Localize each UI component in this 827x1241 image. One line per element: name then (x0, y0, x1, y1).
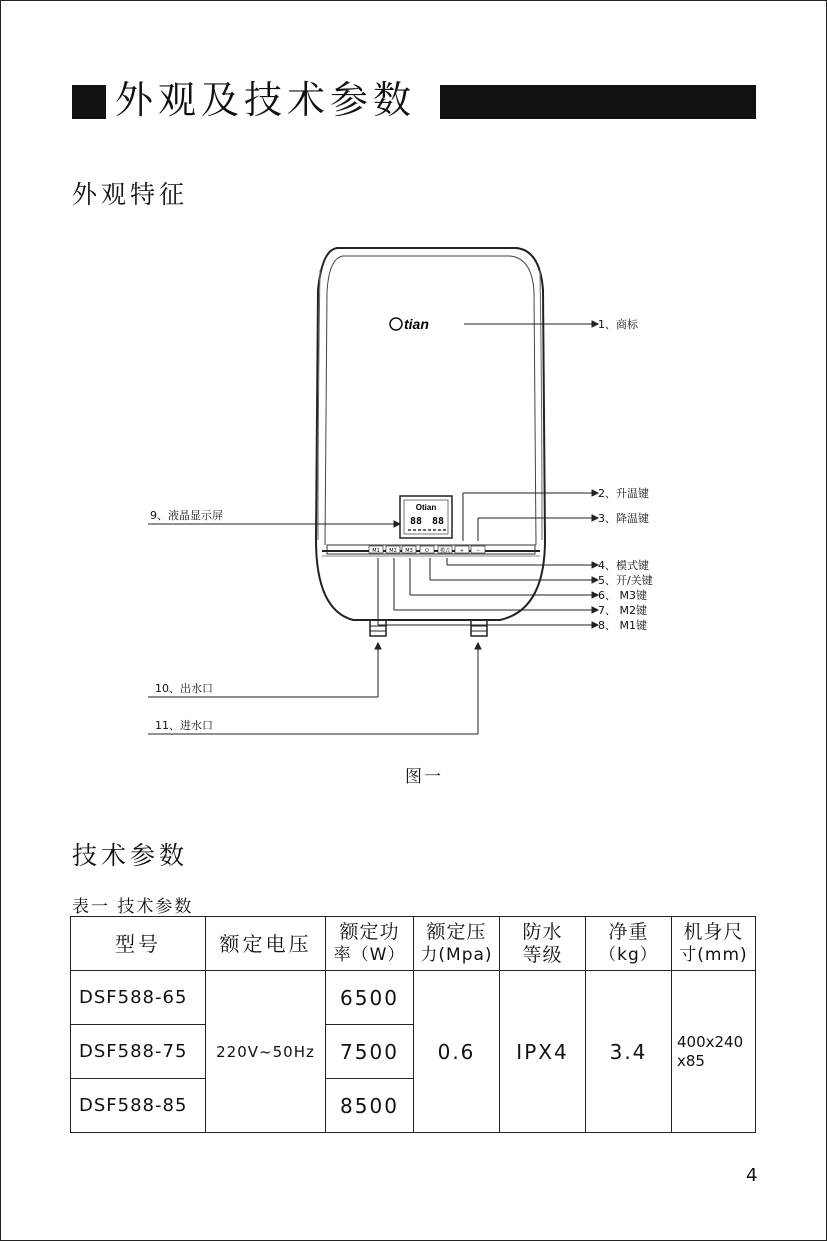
page-title: 外观及技术参数 (115, 78, 417, 122)
section-title-specs: 技术参数 (72, 841, 189, 870)
model-cell: DSF588-75 (71, 1025, 206, 1079)
device-button-label: M1 (372, 548, 380, 554)
label-power-key: 5、开/关键 (598, 574, 653, 587)
label-m1-key: 8、 M1键 (598, 619, 647, 632)
header-pressure: 额定压 力(Mpa) (414, 917, 500, 971)
label-water-inlet: 11、进水口 (155, 719, 213, 732)
device-button-label: + (459, 548, 465, 554)
power-cell: 7500 (326, 1025, 414, 1079)
device-button-label: ⏻ (425, 548, 429, 554)
table-header-row (71, 917, 756, 971)
inlet-fitting (471, 620, 487, 636)
label-water-outlet: 10、出水口 (155, 682, 213, 695)
label-brand: 1、商标 (598, 318, 638, 331)
device-button-label: M2 (389, 548, 397, 554)
header-model: 型号 (71, 917, 206, 971)
svg-text:88: 88 (409, 516, 423, 527)
svg-text:Otian: Otian (415, 503, 437, 512)
waterproof-cell: IPX4 (500, 971, 586, 1133)
device-button-label: − (475, 548, 481, 554)
header-size: 机身尺 寸(mm) (672, 917, 756, 971)
header-voltage: 额定电压 (206, 917, 326, 971)
brand-logo: tian (404, 316, 429, 332)
figure-caption: 图一 (405, 767, 443, 787)
model-cell: DSF588-85 (71, 1079, 206, 1133)
section-title-appearance: 外观特征 (72, 180, 189, 209)
header-weight: 净重 （kg） (586, 917, 672, 971)
svg-text:88: 88 (431, 516, 445, 527)
label-temp-up-key: 2、升温键 (598, 487, 649, 500)
weight-cell: 3.4 (586, 971, 672, 1133)
page-number: 4 (746, 1165, 758, 1186)
power-cell: 6500 (326, 971, 414, 1025)
size-cell: 400x240 x85 (672, 971, 756, 1133)
label-mode-key: 4、模式键 (598, 559, 649, 572)
spec-table (70, 916, 756, 1133)
table-row (71, 971, 756, 1025)
header-power: 额定功 率（W） (326, 917, 414, 971)
label-m3-key: 6、 M3键 (598, 589, 647, 602)
table-caption: 表一 技术参数 (72, 897, 194, 917)
device-button-label: M3 (405, 548, 413, 554)
pressure-cell: 0.6 (414, 971, 500, 1133)
label-lcd-screen: 9、液晶显示屏 (150, 509, 223, 522)
label-temp-down-key: 3、降温键 (598, 512, 649, 525)
label-m2-key: 7、 M2键 (598, 604, 647, 617)
header-waterproof: 防水 等级 (500, 917, 586, 971)
device-button-label: 模式 (439, 548, 451, 554)
voltage-cell: 220V~50Hz (206, 971, 326, 1133)
power-cell: 8500 (326, 1079, 414, 1133)
model-cell: DSF588-65 (71, 971, 206, 1025)
